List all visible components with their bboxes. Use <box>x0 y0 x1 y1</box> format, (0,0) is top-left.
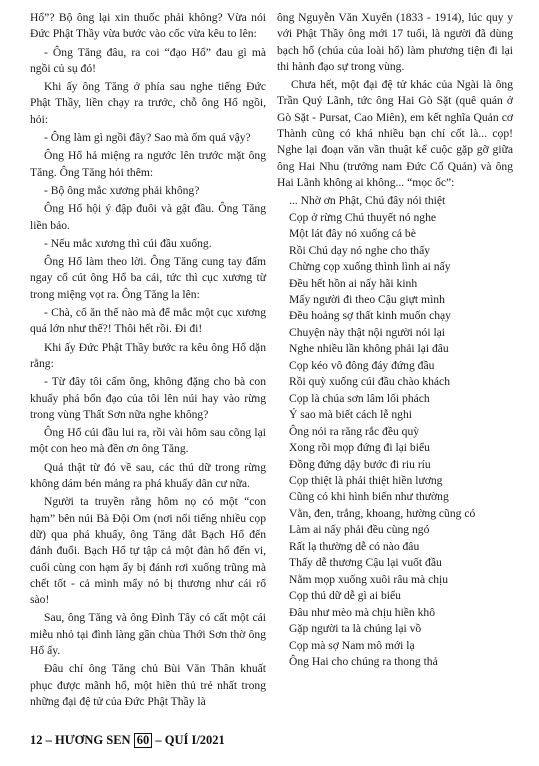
right-column <box>277 10 513 670</box>
paragraph: Chưa hết, một đại đệ tử khác của Ngài là ông Trần Quỷ Lãnh, tức ông Hai Gò Sặt (quê quán ở Gò Sặt - Pursat, Cao Miên), em kết nghĩa Quản cơ Thành cũng có khá nhiều bạn chí cốt là... cọp! Nghe lại đoạn văn vần thuật kể cuộc gặp gỡ giữa ông Hai Nhu (trưởng nam Đức Cố Quản) và ông Hai Lãnh không ai không... “mọc ốc”: <box>277 78 513 189</box>
page-number: 12 <box>30 733 43 747</box>
paragraph: Đâu chỉ ông Tăng chủ Bùi Văn Thân khuất phục được mãnh hổ, một hiền thủ trẻ nhất trong những đại đệ tử của Đức Phật Thầy là <box>30 662 266 708</box>
poem-line: Cọp kéo vô đông đáy đứng đầu <box>289 358 435 372</box>
paragraph: - Từ đây tôi cấm ông, không đặng cho bà con khuẩy phá bổn đạo của tôi lên núi hay vào rừng trong vùng Thất Sơn nữa nghe không? <box>30 375 266 421</box>
paragraph: Người ta truyền rằng hôm nọ có một “con hạm” bên núi Bà Đội Om (nơi nổi tiếng nhiều cọp dữ) qua phá khuấy, ông Tăng dắt Bạch Hổ đến đánh đuổi. Bạch Hổ tự tập cả một đàn hổ đến vi, cuối cùng con hạm ấy bị đánh rơi xuống trũng mà chết tốt - cả mình mẩy nó bị thương như cái rổ sào! <box>30 495 266 607</box>
poem-line: ... Nhờ ơn Phật, Chú đây nói thiệt <box>289 194 446 208</box>
poem-line: Ông nói ra răng rắc đều quỳ <box>289 424 420 438</box>
paragraph: - Bộ ông mắc xương phải không? <box>44 183 200 197</box>
poem-line: Nghe nhiều lần không phải lại đâu <box>289 342 449 356</box>
paragraph: ông Nguyễn Văn Xuyến (1833 - 1914), lúc quy y với Phật Thầy ông mới 17 tuổi, là người đã dùng bạch hổ (chúa của loài hổ) làm phương tiện đi lại thi hành đạo sự trong vùng. <box>277 11 513 73</box>
page-footer <box>30 733 225 748</box>
paragraph: Ông Hổ hội ý đập đuôi và gật đầu. Ông Tăng liền bảo. <box>30 202 266 232</box>
footer-dash: – <box>45 733 52 747</box>
paragraph: Ông Hổ cúi đầu lui ra, rồi vài hôm sau cõng lại một con heo mà đền ơn ông Tăng. <box>30 426 266 456</box>
paragraph: Khi ấy Đức Phật Thầy bước ra kêu ông Hổ dặn rằng: <box>30 340 266 370</box>
poem-line: Cọp mà sợ Nam mô mới lạ <box>289 638 415 652</box>
poem-line: Cọp là chúa sơn lâm lối phách <box>289 391 430 405</box>
poem-line: Chuyện này thật nội người nói lại <box>289 325 446 339</box>
poem <box>277 193 513 670</box>
poem-line: Cọp thú dữ dễ gì ai biểu <box>289 589 401 603</box>
footer-dash: – <box>155 733 162 747</box>
paragraph: Khi ấy ông Tăng ở phía sau nghe tiếng Đức Phật Thầy, liền chạy ra trước, chỗ ông Hổ ngồi, hỏi: <box>30 80 266 126</box>
poem-line: Đâu như mèo mà chịu hiền khô <box>289 605 436 619</box>
poem-line: Đồng đứng dậy bước đi riu ríu <box>289 457 431 471</box>
poem-line: Ý sao mà biết cách lễ nghi <box>289 408 412 422</box>
poem-line: Rồi Chú dạy nó nghe cho thấy <box>289 243 431 257</box>
poem-line: Vằn, đen, trắng, khoang, hường cũng có <box>289 506 476 520</box>
poem-line: Nằm mọp xuống xuôi râu mà chịu <box>289 572 449 586</box>
poem-line: Làm ai nấy phải đều cùng ngó <box>289 523 430 537</box>
paragraph: - Ông làm gì ngồi đây? Sao mà ốm quá vậy? <box>44 131 251 145</box>
poem-line: Ông Hai cho chúng ra thong thả <box>289 654 438 668</box>
paragraph: - Ông Tăng đâu, ra coi “đạo Hổ” đau gì mà ngồi củ sụ đó! <box>30 45 266 75</box>
poem-line: Một lát đây nó xuống cả bè <box>289 227 416 241</box>
paragraph: Ông Hổ hả miệng ra ngước lên trước mặt ông Tăng. Ông Tăng hỏi thêm: <box>30 149 266 179</box>
poem-line: Thấy dễ thương Cậu lại vuốt đầu <box>289 556 442 570</box>
poem-line: Cọp ở rừng Chú thuyết nó nghe <box>289 210 437 224</box>
poem-line: Cũng có khi hình biến như thường <box>289 490 449 504</box>
paragraph: Sau, ông Tăng và ông Đình Tây có cất một cái miễu nhỏ tại đình làng gần chùa Thới Sơn thờ ông Hổ ấy. <box>30 611 266 657</box>
paragraph: - Nếu mắc xương thì cúi đầu xuống. <box>44 236 212 250</box>
paragraph: - Chà, cố ăn thế nào mà để mắc một cục xương quá lớn như thế?! Thôi hết rồi. Đi đi! <box>30 306 266 336</box>
poem-line: Rất lạ thường dễ có nào đâu <box>289 539 420 553</box>
poem-line: Mấy người đi theo Cậu giựt mình <box>289 292 445 306</box>
poem-line: Đều hoảng sợ thất kinh muốn chạy <box>289 309 451 323</box>
issue-number: 60 <box>134 733 153 748</box>
paragraph: Ông Hổ làm theo lời. Ông Tăng cung tay đấm ngay cổ cút ông Hổ ba cái, tức thì cục xương từ trong miệng vọt ra. Ông Tăng la lên: <box>30 255 266 301</box>
paragraph: Quả thật từ đó về sau, các thú dữ trong rừng không dám bén mảng ra phá khuấy dân cư nữa. <box>30 460 266 491</box>
poem-line: Đều hết hồn ai nấy hãi kinh <box>289 276 418 290</box>
magazine-name: HƯƠNG SEN <box>55 733 131 747</box>
poem-line: Gặp người ta là chúng lại vồ <box>289 622 422 636</box>
poem-line: Rồi quỳ xuống cúi đầu chào khách <box>289 375 450 389</box>
poem-line: Chừng cọp xuống thình lình ai nấy <box>289 260 451 274</box>
poem-line: Cọp thiệt là phải thiệt hiền lương <box>289 473 443 487</box>
left-column <box>30 10 266 712</box>
paragraph: Hổ”? Bộ ông lại xin thuốc phải không? Vừa nói Đức Phật Thầy vừa bước vào cốc vừa kêu to lên: <box>30 11 266 41</box>
poem-line: Xong rồi mọp đứng đi lại biểu <box>289 441 430 455</box>
issue-quarter: QUÍ I/2021 <box>164 733 225 747</box>
